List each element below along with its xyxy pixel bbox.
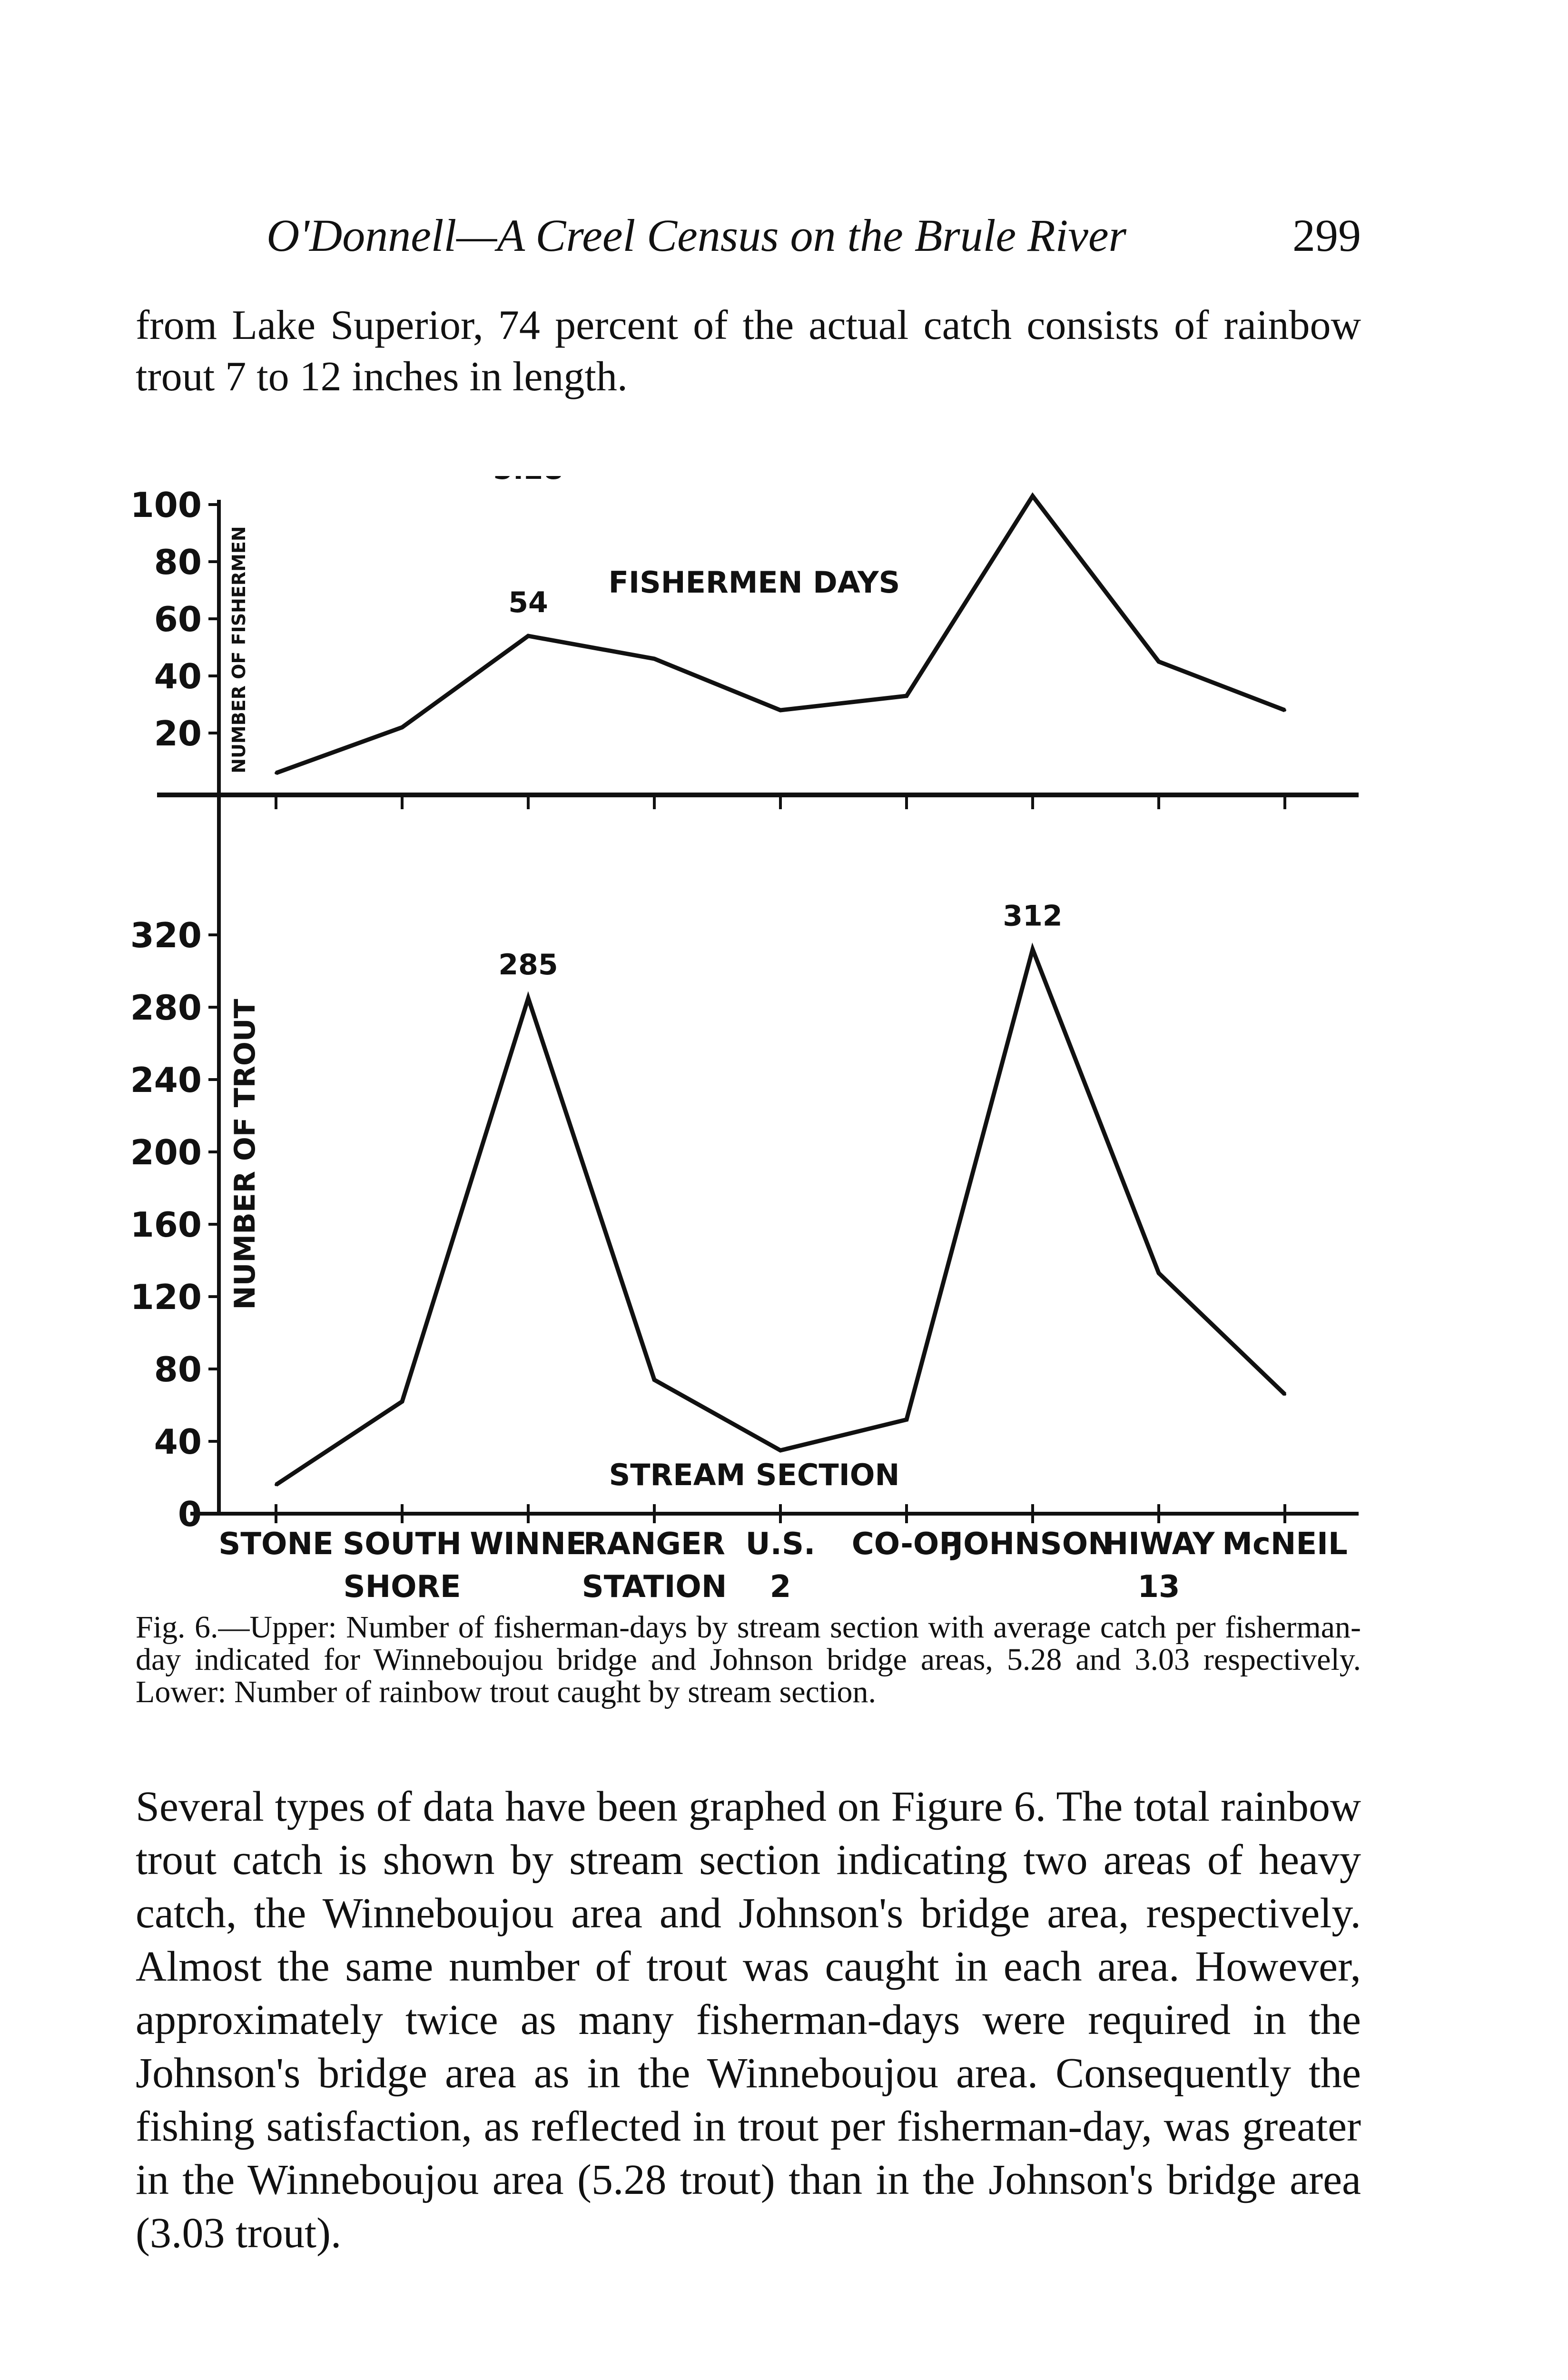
category-label: WINNE xyxy=(470,1527,587,1562)
category-label: SHORE xyxy=(343,1569,461,1599)
upper-chart-title: FISHERMEN DAYS xyxy=(608,565,900,600)
y-tick-label-lower: 120 xyxy=(130,1277,202,1317)
y-tick-label-upper: 100 xyxy=(130,485,202,525)
y-tick-label-lower: 40 xyxy=(154,1422,202,1462)
y-tick-label-lower: 160 xyxy=(130,1205,202,1245)
fishermen-days-line-point xyxy=(779,709,782,712)
category-label: McNEIL xyxy=(1222,1527,1348,1562)
x-axis-title: STREAM SECTION xyxy=(609,1458,900,1492)
lower-annotation-label: 312 xyxy=(1003,899,1063,933)
y-tick-label-lower: 240 xyxy=(130,1060,202,1100)
trout-line-point xyxy=(527,997,530,1000)
category-label: STONE xyxy=(218,1527,334,1562)
category-label: 2 xyxy=(769,1569,791,1599)
running-title: O'Donnell—A Creel Census on the Brule River xyxy=(266,210,1126,261)
category-label: 13 xyxy=(1137,1569,1180,1599)
upper-annotation-label xyxy=(1003,476,1062,479)
y-tick-label-lower: 280 xyxy=(130,988,202,1028)
category-label: SOUTH xyxy=(343,1527,462,1562)
category-label: HIWAY xyxy=(1103,1527,1215,1562)
y-tick-label-lower: 80 xyxy=(154,1349,202,1389)
fishermen-days-line-point xyxy=(1157,660,1160,663)
fishermen-days-line-point xyxy=(1283,709,1286,712)
y-axis-title-upper: NUMBER OF FISHERMEN xyxy=(228,526,249,774)
trout-line-point xyxy=(905,1418,908,1421)
trout-line-point xyxy=(1031,948,1034,951)
page-number: 299 xyxy=(1292,210,1361,261)
figure-caption: Fig. 6.—Upper: Number of fisherman-days by stream section with average catch per fisherman-day indicated for Winneboujou bridge and Johnson bridge areas, 5.28 and 3.03 respectively. Lower: Number of rainbow trout caught by stream section. xyxy=(136,1610,1361,1709)
body-paragraph: Several types of data have been graphed on Figure 6. The total rainbow trout catch is shown by stream section indicating two areas of heavy catch, the Winneboujou area and Johnson's bridge area, respectively. Almost the same number of trout was caught in each area. However, approximately twice as many fisherman-days were required in the Johnson's bridge area as in the Winneboujou area. Consequently the fishing satisfaction, as reflected in trout per fisherman-day, was greater in the Winneboujou area (5.28 trout) than in the Johnson's bridge area (3.03 trout). xyxy=(136,1783,1361,2257)
fishermen-days-line xyxy=(276,496,1285,773)
page-header xyxy=(266,205,1361,267)
figure-6-chart xyxy=(119,476,1380,1599)
y-tick-label-upper: 60 xyxy=(154,599,202,639)
fishermen-days-line-point xyxy=(1031,495,1034,497)
y-tick-label-lower: 200 xyxy=(130,1132,202,1172)
fishermen-days-line-point xyxy=(527,635,530,637)
lower-annotation-label: 285 xyxy=(498,948,558,982)
upper-annotation-label: 54 xyxy=(508,586,548,619)
figure-6 xyxy=(119,476,1380,1599)
intro-paragraph: from Lake Superior, 74 percent of the actual catch consists of rainbow trout 7 to 12 inches in length. xyxy=(136,302,1361,400)
trout-line-point xyxy=(779,1449,782,1452)
fishermen-days-line-point xyxy=(653,657,656,660)
trout-line-point xyxy=(275,1483,277,1486)
y-tick-label-upper: 80 xyxy=(154,542,202,582)
y-tick-label-upper: 40 xyxy=(154,656,202,696)
fishermen-days-line-point xyxy=(401,726,404,729)
fishermen-days-line-point xyxy=(275,772,277,774)
y-axis-title-lower: NUMBER OF TROUT xyxy=(228,999,262,1310)
category-label: RANGER xyxy=(583,1527,725,1562)
y-tick-label-lower: 320 xyxy=(130,915,202,955)
trout-line-point xyxy=(1157,1272,1160,1275)
trout-line-point xyxy=(653,1378,656,1381)
category-label: STATION xyxy=(582,1569,727,1599)
category-label: CO-OP xyxy=(851,1527,962,1562)
y-tick-label-lower: 0 xyxy=(178,1494,202,1534)
fishermen-days-line-point xyxy=(905,694,908,697)
trout-line-point xyxy=(1283,1393,1286,1396)
y-tick-label-upper: 20 xyxy=(154,714,202,754)
trout-line-point xyxy=(401,1400,404,1403)
category-label: U.S. xyxy=(745,1527,816,1562)
trout-line xyxy=(276,949,1285,1485)
upper-annotation-label xyxy=(493,476,563,486)
category-label: JOHNSON xyxy=(952,1527,1114,1562)
